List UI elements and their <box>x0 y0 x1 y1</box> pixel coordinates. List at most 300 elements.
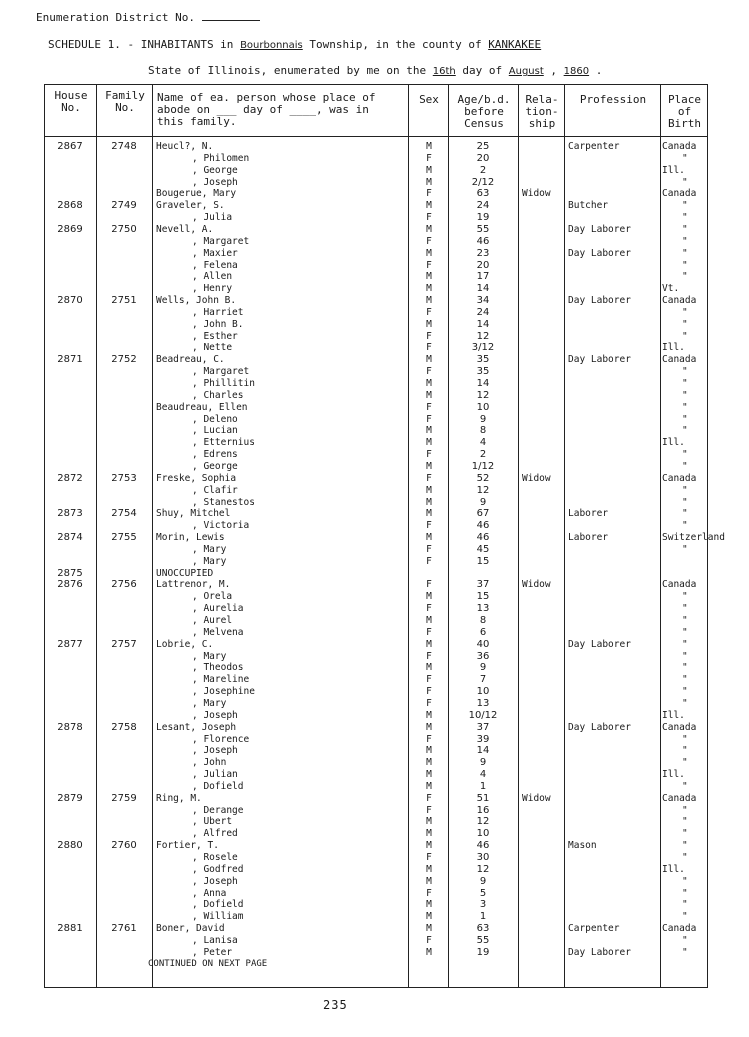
cell-birth: " <box>682 496 688 508</box>
cell-age: 12 <box>476 484 490 496</box>
cell-name: Wells, John B. <box>156 295 237 307</box>
cell-sex: F <box>426 579 432 591</box>
cell-sex: F <box>426 555 432 567</box>
col-rule <box>564 84 565 988</box>
cell-name: , Orela <box>192 591 233 603</box>
cell-age: 46 <box>476 840 490 852</box>
cell-birth: Canada <box>662 141 697 152</box>
cell-birth: " <box>682 911 688 923</box>
cell-name: , Mary <box>192 555 227 567</box>
cell-sex: M <box>426 923 432 935</box>
cell-sex: M <box>426 769 432 781</box>
cell-birth: Canada <box>662 721 697 733</box>
cell-prof: Butcher <box>568 200 609 212</box>
cell-name: , Dofield <box>192 899 244 911</box>
cell-name: Lattrenor, M. <box>156 579 231 591</box>
cell-name: Beaudreau, Ellen <box>156 401 248 413</box>
cell-birth: " <box>682 626 688 638</box>
cell-house: 2870 <box>57 295 83 307</box>
cell-sex: M <box>426 828 432 840</box>
cell-sex: F <box>426 401 432 413</box>
cell-age: 14 <box>476 745 490 757</box>
cell-birth: Ill. <box>662 342 685 354</box>
cell-birth: " <box>682 425 688 437</box>
cell-name: Lesant, Joseph <box>156 721 237 733</box>
cell-birth: Canada <box>662 579 697 591</box>
cell-age: 36 <box>476 650 490 662</box>
cell-name: Beadreau, C. <box>156 354 225 366</box>
cell-name: , Mary <box>192 543 227 555</box>
cell-family: 2761 <box>111 923 137 935</box>
cell-sex: M <box>426 283 432 295</box>
cell-house: 2875 <box>57 567 83 579</box>
cell-birth: " <box>682 899 688 911</box>
cell-age: 9 <box>479 413 487 425</box>
cell-age: 63 <box>476 923 490 935</box>
cell-age: 14 <box>476 378 490 389</box>
cell-age: 45 <box>476 543 490 555</box>
cell-birth: Ill. <box>662 709 685 721</box>
cell-age: 20 <box>476 259 490 271</box>
cell-name: , Julian <box>192 769 238 781</box>
cell-sex: M <box>426 271 432 283</box>
cell-house: 2881 <box>57 923 83 935</box>
cell-birth: " <box>682 306 688 318</box>
cell-sex: F <box>426 235 432 247</box>
cell-age: 12 <box>476 389 490 401</box>
cell-birth: Canada <box>662 923 697 935</box>
cell-sex: M <box>426 780 432 792</box>
district-label: Enumeration District No. <box>36 11 195 24</box>
cell-birth: " <box>682 413 688 425</box>
header-bottom-rule <box>44 136 708 137</box>
cell-name: , Phillitin <box>192 378 255 389</box>
cell-name: , Charles <box>192 389 244 401</box>
col-header-sex: Sex <box>419 93 439 106</box>
cell-birth: Canada <box>662 472 697 484</box>
cell-sex: F <box>426 934 432 946</box>
cell-birth: " <box>682 235 688 247</box>
cell-age: 3 <box>479 899 487 911</box>
cell-name: , William <box>192 911 244 923</box>
cell-family: 2760 <box>111 840 137 852</box>
cell-sex: F <box>426 188 432 200</box>
cell-age: 46 <box>476 532 490 544</box>
cell-sex: M <box>426 638 432 650</box>
cell-name: , Margaret <box>192 235 250 247</box>
cell-age: 1 <box>479 911 487 923</box>
cell-family: 2756 <box>111 579 137 591</box>
cell-family: 2754 <box>111 508 137 520</box>
cell-age: 14 <box>476 318 490 330</box>
cell-family: 2758 <box>111 721 137 733</box>
cell-age: 10 <box>476 686 490 698</box>
cell-name: , Anna <box>192 887 227 899</box>
cell-age: 15 <box>476 591 490 603</box>
cell-prof: Day Laborer <box>568 223 631 235</box>
cell-birth: " <box>682 662 688 674</box>
cell-age: 12 <box>476 863 490 875</box>
enum-month: August <box>508 66 544 77</box>
cell-name: UNOCCUPIED <box>156 567 214 579</box>
cell-sex: M <box>426 662 432 674</box>
cell-sex: F <box>426 733 432 745</box>
cell-name: , Victoria <box>192 520 250 532</box>
cell-age: 37 <box>476 579 490 591</box>
cell-age: 3/12 <box>471 342 495 354</box>
cell-birth: " <box>682 840 688 852</box>
cell-birth: " <box>682 615 688 626</box>
cell-age: 2 <box>479 164 487 176</box>
cell-name: , John B. <box>192 318 244 330</box>
cell-age: 37 <box>476 721 490 733</box>
cell-age: 34 <box>476 295 490 307</box>
cell-age: 13 <box>476 697 490 709</box>
cell-family: 2751 <box>111 295 137 307</box>
cell-name: , Henry <box>192 283 233 295</box>
cell-sex: M <box>426 484 432 496</box>
cell-sex: M <box>426 899 432 911</box>
cell-birth: " <box>682 757 688 769</box>
cell-birth: " <box>682 212 688 224</box>
cell-house: 2876 <box>57 579 83 591</box>
state-prefix: State of Illinois, enumerated by me on the <box>148 64 427 77</box>
cell-birth: " <box>682 650 688 662</box>
cell-name: , Philomen <box>192 152 250 164</box>
cell-birth: " <box>682 449 688 461</box>
cell-age: 9 <box>479 757 487 769</box>
cell-name: , Dofield <box>192 780 244 792</box>
cell-age: 23 <box>476 247 490 259</box>
cell-sex: M <box>426 378 432 389</box>
cell-sex: M <box>426 176 432 188</box>
cell-age: 24 <box>476 306 490 318</box>
cell-age: 14 <box>476 283 490 295</box>
cell-age: 63 <box>476 188 490 200</box>
cell-sex: F <box>426 212 432 224</box>
cell-sex: M <box>426 816 432 828</box>
cell-age: 1 <box>479 780 487 792</box>
cell-sex: M <box>426 354 432 366</box>
table-bottom-rule <box>44 987 708 988</box>
cell-birth: " <box>682 603 688 615</box>
cell-birth: " <box>682 366 688 378</box>
cell-name: , Maxier <box>192 247 238 259</box>
cell-birth: Canada <box>662 295 697 307</box>
schedule-prefix: SCHEDULE 1. - INHABITANTS in <box>48 38 234 51</box>
cell-birth: " <box>682 508 688 520</box>
col-rule <box>152 84 153 988</box>
cell-sex: M <box>426 164 432 176</box>
cell-age: 7 <box>479 674 487 686</box>
cell-sex: M <box>426 709 432 721</box>
cell-age: 16 <box>476 804 490 816</box>
cell-sex: M <box>426 745 432 757</box>
cell-age: 4 <box>479 769 487 781</box>
cell-age: 24 <box>476 200 490 212</box>
cell-birth: " <box>682 638 688 650</box>
cell-age: 12 <box>476 816 490 828</box>
cell-name: , Esther <box>192 330 238 342</box>
cell-name: , Stanestos <box>192 496 255 508</box>
cell-birth: " <box>682 946 688 958</box>
cell-sex: F <box>426 626 432 638</box>
cell-name: Fortier, T. <box>156 840 219 852</box>
cell-age: 9 <box>479 875 487 887</box>
col-header-profession: Profession <box>579 93 647 106</box>
cell-age: 9 <box>479 496 487 508</box>
cell-rel: Widow <box>522 579 551 591</box>
cell-name: , Nette <box>192 342 233 354</box>
cell-sex: M <box>426 389 432 401</box>
cell-sex: M <box>426 295 432 307</box>
cell-sex: M <box>426 863 432 875</box>
cell-house: 2878 <box>57 721 83 733</box>
cell-house: 2872 <box>57 472 83 484</box>
cell-name: Freske, Sophia <box>156 472 237 484</box>
cell-birth: " <box>682 330 688 342</box>
cell-birth: " <box>682 543 688 555</box>
cell-name: , Joseph <box>192 875 238 887</box>
cell-name: , Ubert <box>192 816 233 828</box>
cell-house: 2873 <box>57 508 83 520</box>
cell-name: , Alfred <box>192 828 238 840</box>
cell-birth: Vt. <box>662 283 680 295</box>
cell-age: 55 <box>476 934 490 946</box>
cell-birth: Ill. <box>662 437 685 449</box>
cell-birth: " <box>682 152 688 164</box>
cell-name: , Mary <box>192 697 227 709</box>
cell-name: , Florence <box>192 733 250 745</box>
cell-name: Morin, Lewis <box>156 532 225 544</box>
col-header-house: House No. <box>54 89 88 114</box>
cell-age: 35 <box>476 354 490 366</box>
cell-birth: Ill. <box>662 164 685 176</box>
cell-name: Lobrie, C. <box>156 638 214 650</box>
cell-birth: " <box>682 484 688 496</box>
cell-name: Heucl?, N. <box>156 141 214 152</box>
cell-sex: M <box>426 460 432 472</box>
cell-sex: M <box>426 223 432 235</box>
cell-age: 55 <box>476 223 490 235</box>
cell-birth: Canada <box>662 792 697 804</box>
cell-sex: F <box>426 603 432 615</box>
census-table <box>44 84 725 988</box>
cell-prof: Carpenter <box>568 923 620 935</box>
schedule-mid: Township, in the county of <box>309 38 482 51</box>
cell-name: , Godfred <box>192 863 244 875</box>
cell-sex: F <box>426 674 432 686</box>
cell-age: 51 <box>476 792 490 804</box>
cell-age: 2 <box>479 449 487 461</box>
cell-age: 10 <box>476 401 490 413</box>
cell-family: 2750 <box>111 223 137 235</box>
cell-name: , Mary <box>192 650 227 662</box>
cell-name: , Aurel <box>192 615 233 626</box>
cell-sex: M <box>426 508 432 520</box>
cell-sex: M <box>426 721 432 733</box>
cell-sex: M <box>426 532 432 544</box>
cell-sex: F <box>426 887 432 899</box>
cell-birth: Canada <box>662 354 697 366</box>
cell-sex: F <box>426 520 432 532</box>
cell-name: , Julia <box>192 212 233 224</box>
cell-sex: M <box>426 840 432 852</box>
cell-family: 2748 <box>111 141 137 152</box>
cell-birth: " <box>682 887 688 899</box>
cell-birth: " <box>682 804 688 816</box>
cell-name: , Etternius <box>192 437 255 449</box>
cell-name: Ring, M. <box>156 792 202 804</box>
cell-birth: " <box>682 318 688 330</box>
cell-sex: M <box>426 496 432 508</box>
cell-name: , Lucian <box>192 425 238 437</box>
table-top-rule <box>44 84 708 85</box>
township-name: Bourbonnais <box>240 40 303 51</box>
cell-sex: F <box>426 852 432 863</box>
enum-year: 1860 <box>563 66 590 77</box>
col-header-age: Age/b.d. before Census <box>457 93 511 130</box>
cell-family: 2753 <box>111 472 137 484</box>
cell-name: , Joseph <box>192 745 238 757</box>
cell-house: 2877 <box>57 638 83 650</box>
cell-house: 2867 <box>57 141 83 152</box>
cell-birth: " <box>682 875 688 887</box>
county-name: KANKAKEE <box>488 38 542 51</box>
cell-sex: F <box>426 650 432 662</box>
cell-name: , Margaret <box>192 366 250 378</box>
cell-birth: " <box>682 378 688 389</box>
cell-sex: F <box>426 342 432 354</box>
cell-sex: M <box>426 591 432 603</box>
cell-sex: M <box>426 911 432 923</box>
cell-birth: " <box>682 697 688 709</box>
cell-birth: Switzerland <box>662 532 725 544</box>
cell-age: 46 <box>476 235 490 247</box>
cell-name: , Derange <box>192 804 244 816</box>
cell-sex: F <box>426 472 432 484</box>
cell-name: , Josephine <box>192 686 255 698</box>
cell-house: 2869 <box>57 223 83 235</box>
cell-name: , Theodos <box>192 662 244 674</box>
cell-prof: Mason <box>568 840 597 852</box>
cell-name: Graveler, S. <box>156 200 225 212</box>
cell-name: , John <box>192 757 227 769</box>
cell-age: 12 <box>476 330 490 342</box>
cell-family: 2749 <box>111 200 137 212</box>
cell-age: 2/12 <box>471 176 495 188</box>
cell-name: , Clafir <box>192 484 238 496</box>
cell-sex: F <box>426 330 432 342</box>
cell-birth: " <box>682 176 688 188</box>
continued-note: CONTINUED ON NEXT PAGE <box>148 958 268 969</box>
cell-age: 13 <box>476 603 490 615</box>
cell-prof: Laborer <box>568 532 609 544</box>
cell-sex: F <box>426 366 432 378</box>
cell-name: , Allen <box>192 271 233 283</box>
cell-sex: F <box>426 449 432 461</box>
col-rule <box>518 84 519 988</box>
cell-house: 2874 <box>57 532 83 544</box>
cell-family: 2752 <box>111 354 137 366</box>
cell-sex: M <box>426 615 432 626</box>
cell-house: 2868 <box>57 200 83 212</box>
cell-sex: F <box>426 306 432 318</box>
cell-name: , George <box>192 164 238 176</box>
cell-sex: M <box>426 875 432 887</box>
cell-prof: Day Laborer <box>568 946 631 958</box>
cell-name: , George <box>192 460 238 472</box>
cell-rel: Widow <box>522 792 551 804</box>
cell-sex: F <box>426 804 432 816</box>
cell-age: 10/12 <box>468 709 498 721</box>
cell-name: , Edrens <box>192 449 238 461</box>
cell-age: 4 <box>479 437 487 449</box>
cell-birth: " <box>682 247 688 259</box>
enum-day: 16th <box>432 66 456 77</box>
cell-age: 20 <box>476 152 490 164</box>
cell-prof: Laborer <box>568 508 609 520</box>
day-of-label: day of <box>462 64 503 77</box>
cell-age: 6 <box>479 626 487 638</box>
cell-sex: M <box>426 141 432 152</box>
cell-name: , Lanisa <box>192 934 238 946</box>
cell-house: 2880 <box>57 840 83 852</box>
district-line <box>36 10 260 24</box>
cell-house: 2871 <box>57 354 83 366</box>
cell-name: , Mareline <box>192 674 250 686</box>
cell-name: , Melvena <box>192 626 244 638</box>
cell-birth: " <box>682 591 688 603</box>
cell-birth: " <box>682 259 688 271</box>
cell-birth: " <box>682 934 688 946</box>
cell-name: , Aurelia <box>192 603 244 615</box>
cell-birth: " <box>682 686 688 698</box>
cell-sex: M <box>426 200 432 212</box>
cell-name: , Rosele <box>192 852 238 863</box>
cell-name: Bougerue, Mary <box>156 188 237 200</box>
cell-age: 1/12 <box>471 460 495 472</box>
cell-name: Shuy, Mitchel <box>156 508 231 520</box>
cell-name: , Peter <box>192 946 233 958</box>
header-end: . <box>595 64 603 77</box>
cell-prof: Day Laborer <box>568 247 631 259</box>
col-rule <box>448 84 449 988</box>
cell-age: 67 <box>476 508 490 520</box>
cell-prof: Day Laborer <box>568 721 631 733</box>
col-rule <box>44 84 45 988</box>
cell-sex: M <box>426 757 432 769</box>
cell-sex: F <box>426 543 432 555</box>
cell-sex: F <box>426 413 432 425</box>
cell-sex: F <box>426 152 432 164</box>
cell-sex: M <box>426 318 432 330</box>
cell-age: 39 <box>476 733 490 745</box>
cell-name: Boner, David <box>156 923 225 935</box>
cell-family: 2757 <box>111 638 137 650</box>
cell-birth: " <box>682 733 688 745</box>
cell-birth: " <box>682 780 688 792</box>
col-header-birth: Place of Birth <box>667 93 702 130</box>
cell-age: 40 <box>476 638 490 650</box>
cell-age: 46 <box>476 520 490 532</box>
cell-birth: " <box>682 852 688 863</box>
cell-age: 8 <box>479 615 487 626</box>
cell-birth: " <box>682 460 688 472</box>
cell-sex: M <box>426 247 432 259</box>
cell-sex: M <box>426 437 432 449</box>
cell-age: 52 <box>476 472 490 484</box>
